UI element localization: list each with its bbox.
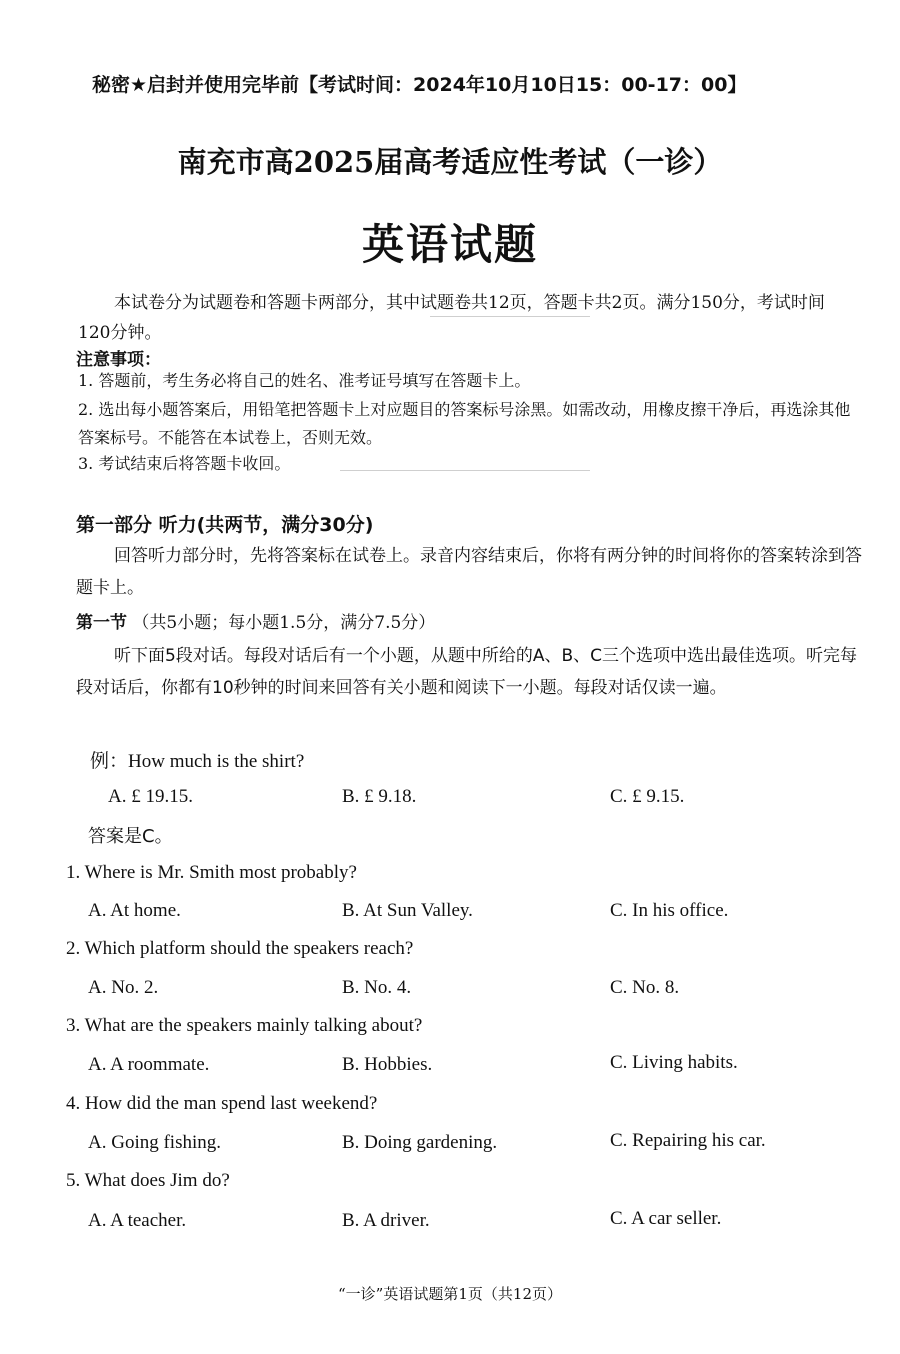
- example-question: 例：How much is the shirt?: [90, 751, 305, 772]
- q1-option-b: B. At Sun Valley.: [342, 900, 473, 921]
- part1-heading: 第一部分 听力(共两节，满分30分): [76, 514, 374, 536]
- example-option-a: A. £ 19.15.: [108, 786, 193, 807]
- exam-title: 南充市高2025届高考适应性考试（一诊）: [177, 145, 723, 179]
- q2-option-b: B. No. 4.: [342, 977, 412, 998]
- q4-option-b: B. Doing gardening.: [342, 1132, 498, 1153]
- part1-instructions: 回答听力部分时，先将答案标在试卷上。录音内容结束后，你将有两分钟的时间将你的答案转涂到答题卡上。: [76, 546, 862, 598]
- question-2: 2. Which platform should the speakers reach?: [66, 938, 414, 959]
- example-option-c: C. £ 9.15.: [610, 786, 685, 807]
- q1-option-a: A. At home.: [88, 900, 181, 921]
- page-footer: “一诊”英语试题第1页（共12页）: [338, 1285, 562, 1303]
- section1-instructions: 听下面5段对话。每段对话后有一个小题，从题中所给的A、B、C三个选项中选出最佳选项。听完每段对话后，你都有10秒钟的时间来回答有关小题和阅读下一小题。每段对话仅读一遍。: [76, 646, 857, 698]
- example-answer: 答案是C。: [88, 826, 173, 847]
- q2-option-a: A. No. 2.: [88, 977, 159, 998]
- q2-option-c: C. No. 8.: [610, 977, 680, 998]
- section1-heading: [76, 608, 435, 633]
- subject-title: 英语试题: [361, 220, 538, 269]
- note-item: 1. 答题前，考生务必将自己的姓名、准考证号填写在答题卡上。: [78, 371, 531, 390]
- section1-scoring: （共5小题；每小题1.5分，满分7.5分）: [132, 613, 436, 633]
- scan-artifact: [430, 316, 590, 317]
- example-option-b: B. £ 9.18.: [342, 786, 417, 807]
- q3-option-c: C. Living habits.: [610, 1052, 738, 1073]
- scan-artifact: [340, 470, 590, 471]
- q4-option-a: A. Going fishing.: [88, 1132, 221, 1153]
- q5-option-a: A. A teacher.: [88, 1210, 187, 1231]
- question-3: 3. What are the speakers mainly talking about?: [66, 1015, 423, 1036]
- note-item: 2. 选出每小题答案后，用铅笔把答题卡上对应题目的答案标号涂黑。如需改动，用橡皮擦干净后，再选涂其他答案标号。不能答在本试卷上，否则无效。: [78, 400, 851, 447]
- q3-option-a: A. A roommate.: [88, 1054, 210, 1075]
- question-5: 5. What does Jim do?: [66, 1170, 230, 1191]
- confidential-notice: 秘密★启封并使用完毕前【考试时间：2024年10月10日15：00-17：00】: [92, 74, 747, 96]
- question-4: 4. How did the man spend last weekend?: [66, 1093, 378, 1114]
- q4-option-c: C. Repairing his car.: [610, 1130, 766, 1151]
- section1-label: 第一节: [76, 613, 127, 633]
- q3-option-b: B. Hobbies.: [342, 1054, 433, 1075]
- q5-option-c: C. A car seller.: [610, 1208, 722, 1229]
- note-item: 3. 考试结束后将答题卡收回。: [78, 454, 291, 473]
- q1-option-c: C. In his office.: [610, 900, 729, 921]
- question-1: 1. Where is Mr. Smith most probably?: [66, 862, 357, 883]
- q5-option-b: B. A driver.: [342, 1210, 430, 1231]
- intro-paragraph: 本试卷分为试题卷和答题卡两部分，其中试题卷共12页，答题卡共2页。满分150分，考试时间120分钟。: [78, 293, 825, 343]
- notes-heading: 注意事项：: [76, 350, 161, 370]
